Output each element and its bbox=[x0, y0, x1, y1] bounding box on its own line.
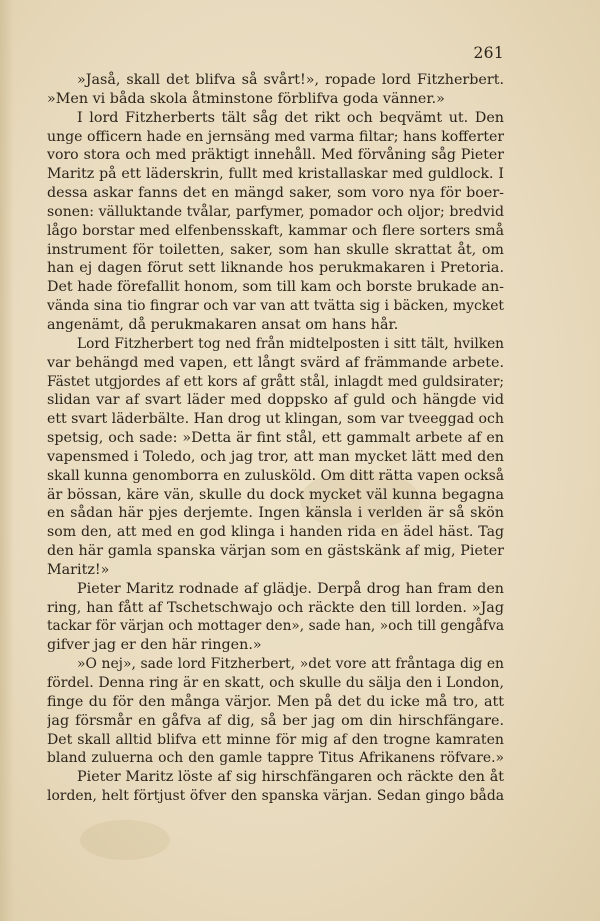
text-line: Pieter Maritz löste af sig hirschfängaren och räckte den åt bbox=[77, 769, 504, 786]
page-fold-shadow bbox=[0, 0, 14, 921]
text-line: voro stora och med präktigt innehåll. Med förvåning såg Pieter bbox=[47, 147, 504, 164]
text-line: Maritz på ett läderskrin, fullt med kristallaskar med guldlock. I bbox=[47, 166, 504, 183]
text-line: Lord Fitzherbert tog ned från midtelposten i sitt tält, hvilken bbox=[77, 335, 504, 352]
text-line: instrument för toiletten, saker, som han skulle skrattat åt, om bbox=[47, 241, 504, 258]
text-line: skall kunna genomborra en zulusköld. Om ditt rätta vapen också bbox=[47, 467, 504, 484]
body-text bbox=[47, 71, 504, 806]
text-line: Maritz!» bbox=[47, 561, 110, 578]
page-number: 261 bbox=[473, 44, 504, 62]
text-line: ring, han fått af Tschetschwajo och räckte den till lorden. »Jag bbox=[47, 599, 504, 616]
text-line: en sådan här pjes derjemte. Ingen känsla i verlden är så skön bbox=[47, 505, 504, 522]
text-line: den här gamla spanska värjan som en gästskänk af mig, Pieter bbox=[47, 543, 504, 560]
text-line: ett svart läderbälte. Han drog ut klingan, som var tveeggad och bbox=[47, 411, 504, 428]
text-line: lorden, helt förtjust öfver den spanska värjan. Sedan gingo båda bbox=[47, 788, 504, 805]
paper-stain bbox=[80, 820, 170, 860]
text-line: spetsig, och sade: »Detta är fint stål, ett gammalt arbete af en bbox=[47, 430, 504, 447]
text-line: slidan var af svart läder med doppsko af guld och hängde vid bbox=[47, 392, 504, 409]
text-line: lågo borstar med elfenbensskaft, kammar och flere sorters små bbox=[47, 222, 504, 239]
text-line: vapensmed i Toledo, och jag tror, att man mycket lätt med den bbox=[47, 448, 504, 465]
text-line: »O nej», sade lord Fitzherbert, »det vore att fråntaga dig en bbox=[77, 656, 504, 673]
text-line: »Men vi båda skola åtminstone förblifva goda vänner.» bbox=[47, 90, 445, 107]
text-line: jag försmår en gåfva af dig, så ber jag om din hirschfängare. bbox=[47, 712, 504, 729]
text-line: »Jaså, skall det blifva så svårt!», ropade lord Fitzherbert. bbox=[77, 72, 504, 88]
text-line: dessa askar fanns det en mängd saker, som voro nya för boer- bbox=[47, 185, 504, 202]
text-line: Det skall alltid blifva ett minne för mig af den trogne kamraten bbox=[47, 731, 504, 748]
text-line: var behängd med vapen, ett långt svärd af främmande arbete. bbox=[47, 354, 504, 371]
text-line: finge du för den många värjor. Men på det du icke må tro, att bbox=[47, 693, 504, 710]
text-line: angenämt, då perukmakaren ansat om hans hår. bbox=[47, 316, 399, 333]
text-line: han ej dagen förut sett liknande hos perukmakaren i Pretoria. bbox=[47, 260, 504, 277]
text-line: bland zuluerna och den gamle tappre Titus Afrikanens röfvare.» bbox=[47, 750, 504, 767]
text-line: vända sina tio fingrar och var van att tvätta sig i bäcken, mycket bbox=[47, 298, 504, 315]
text-line: gifver jag er den här ringen.» bbox=[47, 637, 262, 654]
text-line: Pieter Maritz rodnade af glädje. Derpå drog han fram den bbox=[77, 580, 504, 597]
text-line: sonen: välluktande tvålar, parfymer, pomador och oljor; bredvid bbox=[47, 203, 504, 220]
text-line: I lord Fitzherberts tält såg det rikt och beqvämt ut. Den bbox=[77, 109, 504, 126]
text-line: är bössan, käre vän, skulle du dock mycket väl kunna begagna bbox=[47, 486, 504, 503]
text-line: unge officern hade en jernsäng med varma filtar; hans kofferter bbox=[47, 128, 504, 145]
text-line: fördel. Denna ring är en skatt, och skulle du sälja den i London, bbox=[47, 675, 504, 691]
text-line: som den, att med en god klinga i handen rida en ädel häst. Tag bbox=[47, 524, 504, 541]
text-line: Det hade förefallit honom, som till kam och borste brukade an- bbox=[47, 279, 504, 296]
text-line: Fästet utgjordes af ett kors af grått stål, inlagdt med guldsirater; bbox=[47, 373, 504, 390]
text-line: tackar för värjan och mottager den», sade han, »och till gengåfva bbox=[47, 618, 504, 635]
